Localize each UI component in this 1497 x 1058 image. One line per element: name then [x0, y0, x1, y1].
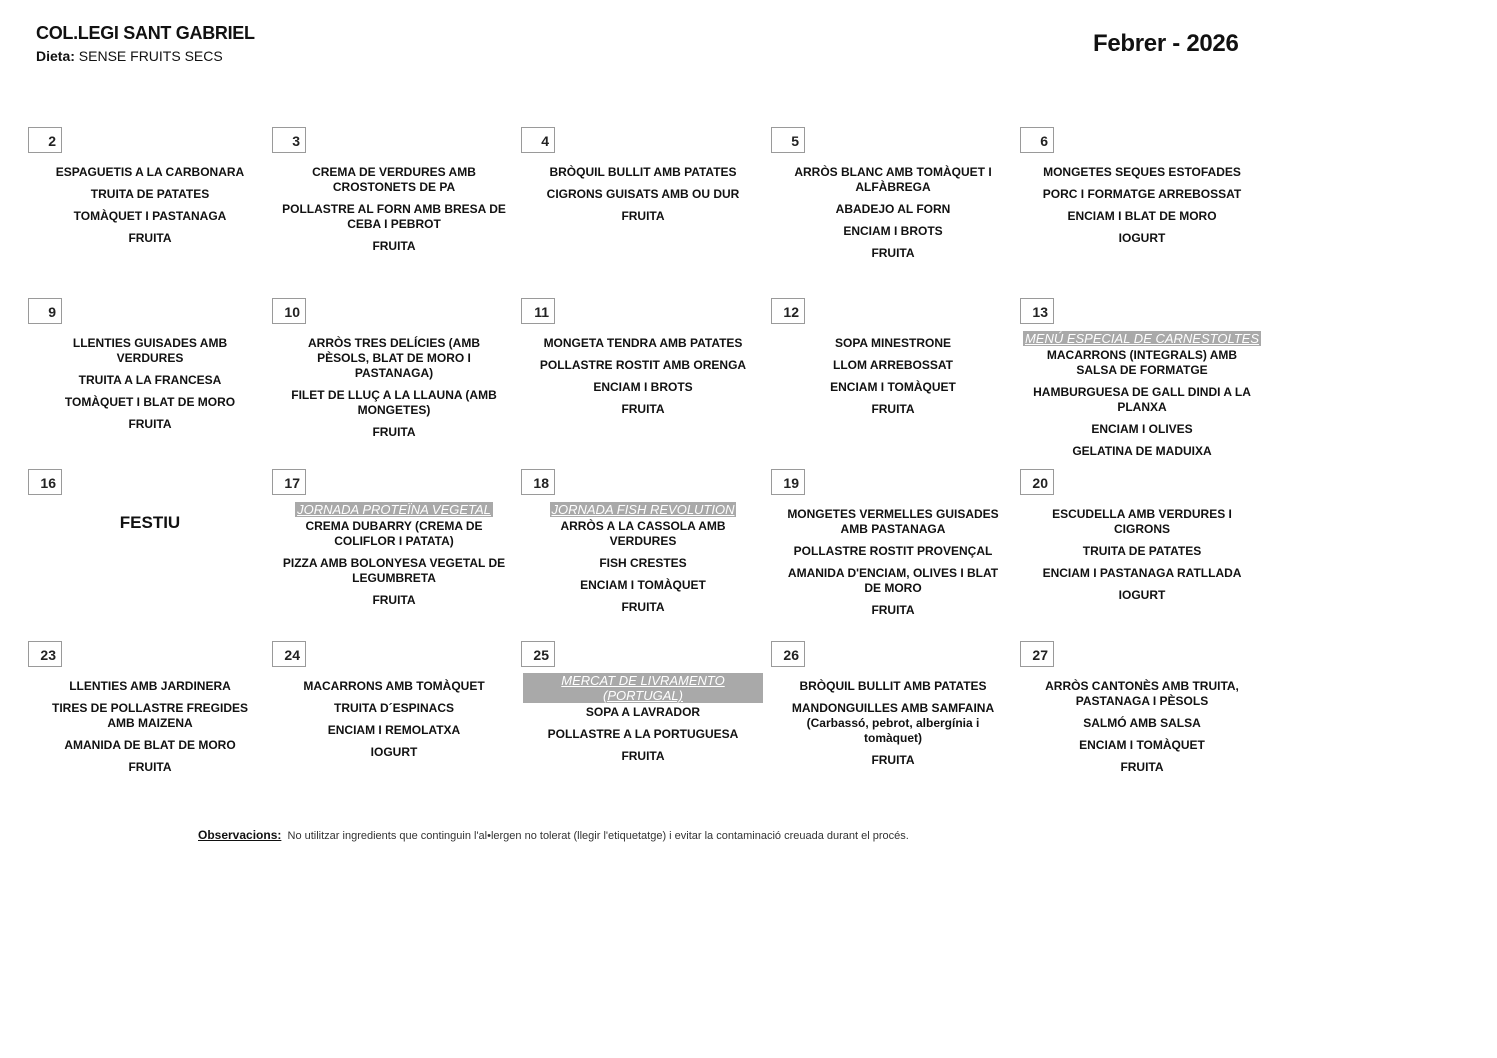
menu-dish: PORC I FORMATGE ARREBOSSAT — [1042, 187, 1242, 201]
menu-dish: LLENTIES AMB JARDINERA — [69, 679, 231, 693]
menu-dish: SOPA MINESTRONE — [834, 336, 951, 350]
menu-dish: FRUITA — [871, 753, 915, 767]
menu-dish: MONGETES VERMELLES GUISADES AMB PASTANAGA — [787, 507, 999, 536]
diet-line — [36, 48, 223, 64]
menu-dish: ARRÒS BLANC AMB TOMÀQUET I ALFÀBREGA — [794, 165, 992, 194]
day-menu — [30, 165, 270, 253]
menu-dish: GELATINA DE MADUIXA — [1072, 444, 1212, 458]
menu-dish: FRUITA — [621, 402, 665, 416]
menu-dish: ARRÒS TRES DELÍCIES (AMB PÈSOLS, BLAT DE MORO I PASTANAGA) — [307, 336, 480, 380]
menu-dish: FILET DE LLUÇ A LA LLAUNA (AMB MONGETES) — [291, 388, 497, 417]
menu-dish: MACARRONS AMB TOMÀQUET — [303, 679, 485, 693]
day-number: 5 — [771, 127, 805, 153]
diet-label: Dieta: — [36, 48, 75, 64]
observations-label: Observacions: — [198, 828, 282, 842]
day-menu — [1022, 507, 1262, 610]
menu-dish: ENCIAM I PASTANAGA RATLLADA — [1042, 566, 1242, 580]
menu-dish: POLLASTRE ROSTIT AMB ORENGA — [539, 358, 747, 372]
menu-dish: BRÒQUIL BULLIT AMB PATATES — [549, 165, 737, 179]
menu-dish: TOMÀQUET I BLAT DE MORO — [64, 395, 236, 409]
day-number: 24 — [272, 641, 306, 667]
day-number: 12 — [771, 298, 805, 324]
menu-dish: CREMA DUBARRY (CREMA DE COLIFLOR I PATATA) — [305, 519, 483, 548]
menu-dish: ARRÒS CANTONÈS AMB TRUITA, PASTANAGA I PÈSOLS — [1045, 679, 1239, 708]
menu-dish: TRUITA D´ESPINACS — [334, 701, 454, 715]
day-number: 17 — [272, 469, 306, 495]
day-number: 19 — [771, 469, 805, 495]
menu-dish: FRUITA — [871, 402, 915, 416]
day-menu — [773, 165, 1013, 268]
day-number: 16 — [28, 469, 62, 495]
menu-dish: FRUITA — [621, 600, 665, 614]
menu-dish: AMANIDA DE BLAT DE MORO — [64, 738, 236, 752]
menu-dish: FRUITA — [621, 749, 665, 763]
day-number: 27 — [1020, 641, 1054, 667]
menu-dish: FRUITA — [128, 417, 172, 431]
menu-dish: FRUITA — [871, 603, 915, 617]
day-number: 25 — [521, 641, 555, 667]
menu-dish: AMANIDA D'ENCIAM, OLIVES I BLAT DE MORO — [787, 566, 999, 595]
day-number: 23 — [28, 641, 62, 667]
day-menu — [274, 336, 514, 447]
menu-dish: TOMÀQUET I PASTANAGA — [73, 209, 227, 223]
menu-dish: POLLASTRE A LA PORTUGUESA — [547, 727, 739, 741]
menu-dish: IOGURT — [1118, 588, 1166, 602]
menu-dish: ENCIAM I BROTS — [593, 380, 693, 394]
menu-dish: POLLASTRE AL FORN AMB BRESA DE CEBA I PEBROT — [282, 202, 506, 231]
day-number: 18 — [521, 469, 555, 495]
menu-dish: FRUITA — [128, 231, 172, 245]
day-menu — [30, 679, 270, 782]
day-menu — [773, 507, 1013, 625]
menu-dish: FRUITA — [1120, 760, 1164, 774]
day-menu — [523, 501, 763, 622]
menu-dish: LLOM ARREBOSSAT — [833, 358, 953, 372]
menu-dish: ENCIAM I REMOLATXA — [327, 723, 461, 737]
day-menu — [1022, 679, 1262, 782]
menu-dish: FRUITA — [871, 246, 915, 260]
holiday-label: FESTIU — [119, 513, 181, 532]
day-menu — [30, 336, 270, 439]
day-number: 4 — [521, 127, 555, 153]
day-menu — [523, 673, 763, 771]
day-number: 9 — [28, 298, 62, 324]
day-menu — [523, 336, 763, 424]
day-menu — [773, 336, 1013, 424]
menu-dish: ENCIAM I BROTS — [843, 224, 943, 238]
menu-dish: POLLASTRE ROSTIT PROVENÇAL — [793, 544, 993, 558]
special-day-banner: MENÚ ESPECIAL DE CARNESTOLTES — [1024, 331, 1260, 346]
menu-dish: PIZZA AMB BOLONYESA VEGETAL DE LEGUMBRETA — [282, 556, 506, 585]
menu-dish: MACARRONS (INTEGRALS) AMB SALSA DE FORMATGE — [1046, 348, 1238, 377]
menu-dish: TRUITA DE PATATES — [90, 187, 210, 201]
menu-dish: LLENTIES GUISADES AMB VERDURES — [72, 336, 228, 365]
menu-dish: FRUITA — [372, 593, 416, 607]
menu-dish: SOPA A LAVRADOR — [585, 705, 701, 719]
day-menu — [1022, 165, 1262, 253]
day-number: 3 — [272, 127, 306, 153]
day-number: 6 — [1020, 127, 1054, 153]
menu-dish: BRÒQUIL BULLIT AMB PATATES — [799, 679, 987, 693]
menu-dish: IOGURT — [1118, 231, 1166, 245]
day-menu — [274, 501, 514, 615]
diet-value: SENSE FRUITS SECS — [78, 48, 223, 64]
day-menu — [274, 679, 514, 767]
menu-dish: FISH CRESTES — [599, 556, 687, 570]
menu-dish: FRUITA — [128, 760, 172, 774]
menu-dish: MANDONGUILLES AMB SAMFAINA (Carbassó, pebrot, albergínia i tomàquet) — [791, 701, 995, 745]
observations-text: No utilitzar ingredients que continguin l'al•lergen no tolerat (llegir l'etiquetatge) i evitar la contaminació creuada durant el procés. — [287, 830, 909, 842]
menu-dish: CIGRONS GUISATS AMB OU DUR — [546, 187, 740, 201]
menu-dish: ENCIAM I BLAT DE MORO — [1067, 209, 1217, 223]
day-number: 13 — [1020, 298, 1054, 324]
special-day-banner: MERCAT DE LIVRAMENTO (PORTUGAL) — [523, 673, 763, 703]
menu-dish: TRUITA A LA FRANCESA — [78, 373, 222, 387]
day-number: 20 — [1020, 469, 1054, 495]
day-menu — [523, 165, 763, 231]
day-menu — [773, 679, 1013, 775]
menu-dish: ENCIAM I TOMÀQUET — [1079, 738, 1205, 752]
menu-dish: ENCIAM I TOMÀQUET — [580, 578, 706, 592]
menu-dish: FRUITA — [372, 239, 416, 253]
observations — [198, 828, 909, 842]
menu-dish: ENCIAM I OLIVES — [1091, 422, 1193, 436]
menu-dish: FRUITA — [372, 425, 416, 439]
day-menu — [1022, 330, 1262, 466]
menu-dish: SALMÓ AMB SALSA — [1083, 716, 1201, 730]
menu-dish: ABADEJO AL FORN — [835, 202, 951, 216]
menu-dish: FRUITA — [621, 209, 665, 223]
month-title: Febrer - 2026 — [1093, 30, 1239, 57]
day-menu — [30, 507, 270, 533]
menu-dish: MONGETES SEQUES ESTOFADES — [1043, 165, 1241, 179]
menu-dish: ARRÒS A LA CASSOLA AMB VERDURES — [560, 519, 726, 548]
menu-dish: ENCIAM I TOMÀQUET — [830, 380, 956, 394]
day-number: 10 — [272, 298, 306, 324]
school-name: COL.LEGI SANT GABRIEL — [36, 23, 255, 43]
menu-dish: CREMA DE VERDURES AMB CROSTONETS DE PA — [312, 165, 476, 194]
day-number: 26 — [771, 641, 805, 667]
menu-dish: TIRES DE POLLASTRE FREGIDES AMB MAIZENA — [51, 701, 249, 730]
menu-dish: IOGURT — [370, 745, 418, 759]
menu-dish: ESPAGUETIS A LA CARBONARA — [55, 165, 245, 179]
menu-dish: ESCUDELLA AMB VERDURES I CIGRONS — [1052, 507, 1232, 536]
special-day-banner: JORNADA FISH REVOLUTION — [551, 502, 735, 517]
special-day-banner: JORNADA PROTEÏNA VEGETAL — [297, 502, 491, 517]
day-number: 2 — [28, 127, 62, 153]
menu-dish: MONGETA TENDRA AMB PATATES — [543, 336, 743, 350]
day-number: 11 — [521, 298, 555, 324]
menu-dish: TRUITA DE PATATES — [1082, 544, 1202, 558]
menu-dish: HAMBURGUESA DE GALL DINDI A LA PLANXA — [1033, 385, 1251, 414]
day-menu — [274, 165, 514, 261]
